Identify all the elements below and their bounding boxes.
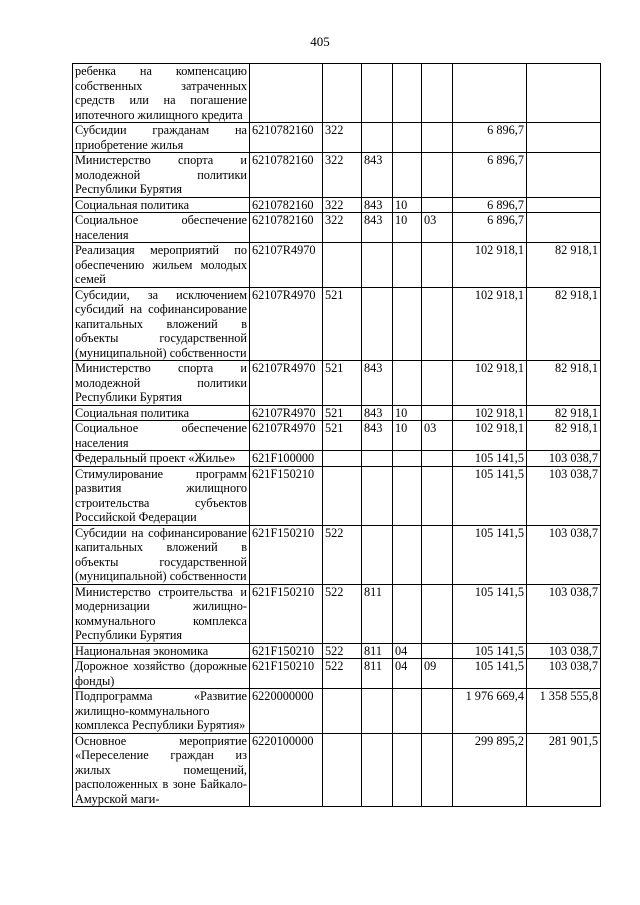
cell-amount-federal: 1 358 555,8 <box>527 689 601 734</box>
cell-section <box>393 451 422 467</box>
cell-target-article: 62107R4970 <box>250 421 323 451</box>
cell-target-article: 621F150210 <box>250 584 323 643</box>
cell-name: Социальное обеспечение населения <box>73 421 250 451</box>
cell-amount-total: 102 918,1 <box>453 243 527 288</box>
cell-name: Министерство строительства и модернизации жилищно-коммунального комплекса Республики Бурятия <box>73 584 250 643</box>
cell-target-article: 621F150210 <box>250 659 323 689</box>
cell-expense-type: 522 <box>323 584 362 643</box>
cell-subsection <box>422 584 453 643</box>
cell-target-article: 621F100000 <box>250 451 323 467</box>
cell-section: 10 <box>393 213 422 243</box>
cell-target-article: 62107R4970 <box>250 287 323 361</box>
table-row <box>73 123 601 153</box>
cell-amount-total <box>453 64 527 123</box>
cell-name: Социальная политика <box>73 197 250 213</box>
cell-section <box>393 733 422 807</box>
cell-amount-total: 6 896,7 <box>453 123 527 153</box>
cell-expense-type: 322 <box>323 123 362 153</box>
cell-target-article: 621F150210 <box>250 466 323 525</box>
cell-amount-federal: 103 038,7 <box>527 466 601 525</box>
cell-section <box>393 287 422 361</box>
cell-name: Федеральный проект «Жилье» <box>73 451 250 467</box>
cell-amount-total: 6 896,7 <box>453 153 527 198</box>
cell-ministry-code: 843 <box>362 153 393 198</box>
cell-name: Реализация мероприятий по обеспечению жильем молодых семей <box>73 243 250 288</box>
table-row <box>73 213 601 243</box>
cell-expense-type <box>323 689 362 734</box>
cell-expense-type <box>323 466 362 525</box>
cell-section: 10 <box>393 197 422 213</box>
budget-table <box>72 63 601 807</box>
cell-expense-type <box>323 451 362 467</box>
cell-expense-type: 322 <box>323 213 362 243</box>
cell-ministry-code <box>362 689 393 734</box>
cell-expense-type: 322 <box>323 197 362 213</box>
cell-amount-total: 102 918,1 <box>453 287 527 361</box>
cell-amount-total: 102 918,1 <box>453 405 527 421</box>
cell-section <box>393 525 422 584</box>
cell-ministry-code <box>362 451 393 467</box>
cell-section <box>393 243 422 288</box>
cell-section: 10 <box>393 421 422 451</box>
cell-ministry-code <box>362 287 393 361</box>
cell-amount-total: 6 896,7 <box>453 213 527 243</box>
cell-amount-federal <box>527 213 601 243</box>
table-row <box>73 243 601 288</box>
cell-subsection: 09 <box>422 659 453 689</box>
cell-subsection <box>422 733 453 807</box>
cell-subsection <box>422 64 453 123</box>
cell-amount-total: 299 895,2 <box>453 733 527 807</box>
cell-expense-type: 521 <box>323 405 362 421</box>
cell-amount-federal: 103 038,7 <box>527 584 601 643</box>
cell-target-article: 62107R4970 <box>250 405 323 421</box>
cell-target-article: 6210782160 <box>250 153 323 198</box>
cell-target-article: 62107R4970 <box>250 243 323 288</box>
cell-name: Подпрограмма «Развитие жилищно-коммунального комплекса Республики Бурятия» <box>73 689 250 734</box>
cell-ministry-code <box>362 243 393 288</box>
cell-subsection <box>422 243 453 288</box>
cell-subsection <box>422 689 453 734</box>
cell-amount-total: 105 141,5 <box>453 451 527 467</box>
cell-section <box>393 153 422 198</box>
table-row <box>73 733 601 807</box>
cell-target-article: 62107R4970 <box>250 361 323 406</box>
cell-subsection: 03 <box>422 213 453 243</box>
cell-subsection <box>422 451 453 467</box>
cell-target-article: 6220100000 <box>250 733 323 807</box>
table-row <box>73 451 601 467</box>
cell-ministry-code: 843 <box>362 405 393 421</box>
table-row <box>73 361 601 406</box>
cell-ministry-code <box>362 123 393 153</box>
cell-section <box>393 689 422 734</box>
table-row <box>73 421 601 451</box>
cell-ministry-code: 811 <box>362 659 393 689</box>
cell-name: Стимулирование программ развития жилищного строительства субъектов Российской Федерации <box>73 466 250 525</box>
cell-amount-federal: 103 038,7 <box>527 451 601 467</box>
cell-ministry-code: 843 <box>362 213 393 243</box>
table-row <box>73 466 601 525</box>
cell-expense-type <box>323 64 362 123</box>
cell-subsection <box>422 153 453 198</box>
cell-ministry-code <box>362 525 393 584</box>
cell-subsection: 03 <box>422 421 453 451</box>
cell-name: Дорожное хозяйство (дорожные фонды) <box>73 659 250 689</box>
table-row <box>73 64 601 123</box>
cell-amount-federal: 103 038,7 <box>527 643 601 659</box>
cell-amount-total: 6 896,7 <box>453 197 527 213</box>
cell-name: Субсидии на софинансирование капитальных вложений в объекты государственной (муниципальной) собственности <box>73 525 250 584</box>
cell-amount-federal: 103 038,7 <box>527 659 601 689</box>
cell-section <box>393 123 422 153</box>
cell-subsection <box>422 525 453 584</box>
cell-amount-federal: 82 918,1 <box>527 361 601 406</box>
cell-amount-total: 105 141,5 <box>453 584 527 643</box>
cell-amount-total: 105 141,5 <box>453 659 527 689</box>
cell-ministry-code: 843 <box>362 421 393 451</box>
table-row <box>73 287 601 361</box>
cell-ministry-code <box>362 64 393 123</box>
cell-name: Национальная экономика <box>73 643 250 659</box>
cell-amount-total: 105 141,5 <box>453 643 527 659</box>
cell-amount-total: 102 918,1 <box>453 421 527 451</box>
cell-name: Субсидии гражданам на приобретение жилья <box>73 123 250 153</box>
cell-expense-type: 521 <box>323 421 362 451</box>
cell-expense-type: 522 <box>323 659 362 689</box>
cell-amount-total: 1 976 669,4 <box>453 689 527 734</box>
cell-name: Основное мероприятие «Переселение граждан из жилых помещений, расположенных в зоне Байкало-Амурской маги- <box>73 733 250 807</box>
cell-amount-federal: 82 918,1 <box>527 287 601 361</box>
cell-amount-total: 102 918,1 <box>453 361 527 406</box>
cell-section <box>393 466 422 525</box>
cell-ministry-code: 811 <box>362 584 393 643</box>
cell-amount-federal: 103 038,7 <box>527 525 601 584</box>
cell-subsection <box>422 197 453 213</box>
cell-target-article: 6220000000 <box>250 689 323 734</box>
cell-subsection <box>422 466 453 525</box>
table-row <box>73 405 601 421</box>
table-row <box>73 659 601 689</box>
cell-name: Министерство спорта и молодежной политики Республики Бурятия <box>73 153 250 198</box>
cell-amount-total: 105 141,5 <box>453 466 527 525</box>
cell-amount-federal <box>527 123 601 153</box>
cell-ministry-code: 811 <box>362 643 393 659</box>
cell-ministry-code: 843 <box>362 361 393 406</box>
cell-target-article: 621F150210 <box>250 525 323 584</box>
cell-amount-federal: 82 918,1 <box>527 421 601 451</box>
cell-amount-federal <box>527 64 601 123</box>
cell-amount-federal: 82 918,1 <box>527 243 601 288</box>
cell-section <box>393 64 422 123</box>
table-row <box>73 525 601 584</box>
cell-ministry-code <box>362 466 393 525</box>
cell-subsection <box>422 405 453 421</box>
table-row <box>73 643 601 659</box>
cell-amount-total: 105 141,5 <box>453 525 527 584</box>
table-row <box>73 584 601 643</box>
cell-name: ребенка на компенсацию собственных затраченных средств или на погашение ипотечного жилищного кредита <box>73 64 250 123</box>
cell-section <box>393 584 422 643</box>
table-row <box>73 153 601 198</box>
cell-section: 04 <box>393 643 422 659</box>
cell-expense-type <box>323 243 362 288</box>
cell-amount-federal: 82 918,1 <box>527 405 601 421</box>
cell-section: 10 <box>393 405 422 421</box>
cell-subsection <box>422 287 453 361</box>
cell-ministry-code <box>362 733 393 807</box>
cell-expense-type: 522 <box>323 643 362 659</box>
cell-name: Социальное обеспечение населения <box>73 213 250 243</box>
cell-expense-type: 522 <box>323 525 362 584</box>
cell-section <box>393 361 422 406</box>
table-row <box>73 689 601 734</box>
cell-target-article <box>250 64 323 123</box>
cell-section: 04 <box>393 659 422 689</box>
cell-target-article: 6210782160 <box>250 197 323 213</box>
cell-amount-federal <box>527 197 601 213</box>
table-row <box>73 197 601 213</box>
cell-expense-type <box>323 733 362 807</box>
cell-name: Субсидии, за исключением субсидий на софинансирование капитальных вложений в объекты государственной (муниципальной) собственности <box>73 287 250 361</box>
cell-amount-federal <box>527 153 601 198</box>
cell-ministry-code: 843 <box>362 197 393 213</box>
cell-name: Социальная политика <box>73 405 250 421</box>
cell-subsection <box>422 643 453 659</box>
cell-subsection <box>422 123 453 153</box>
cell-target-article: 6210782160 <box>250 123 323 153</box>
cell-subsection <box>422 361 453 406</box>
cell-expense-type: 521 <box>323 287 362 361</box>
cell-expense-type: 322 <box>323 153 362 198</box>
cell-amount-federal: 281 901,5 <box>527 733 601 807</box>
cell-expense-type: 521 <box>323 361 362 406</box>
cell-name: Министерство спорта и молодежной политики Республики Бурятия <box>73 361 250 406</box>
page-number: 405 <box>310 34 330 49</box>
cell-target-article: 621F150210 <box>250 643 323 659</box>
cell-target-article: 6210782160 <box>250 213 323 243</box>
